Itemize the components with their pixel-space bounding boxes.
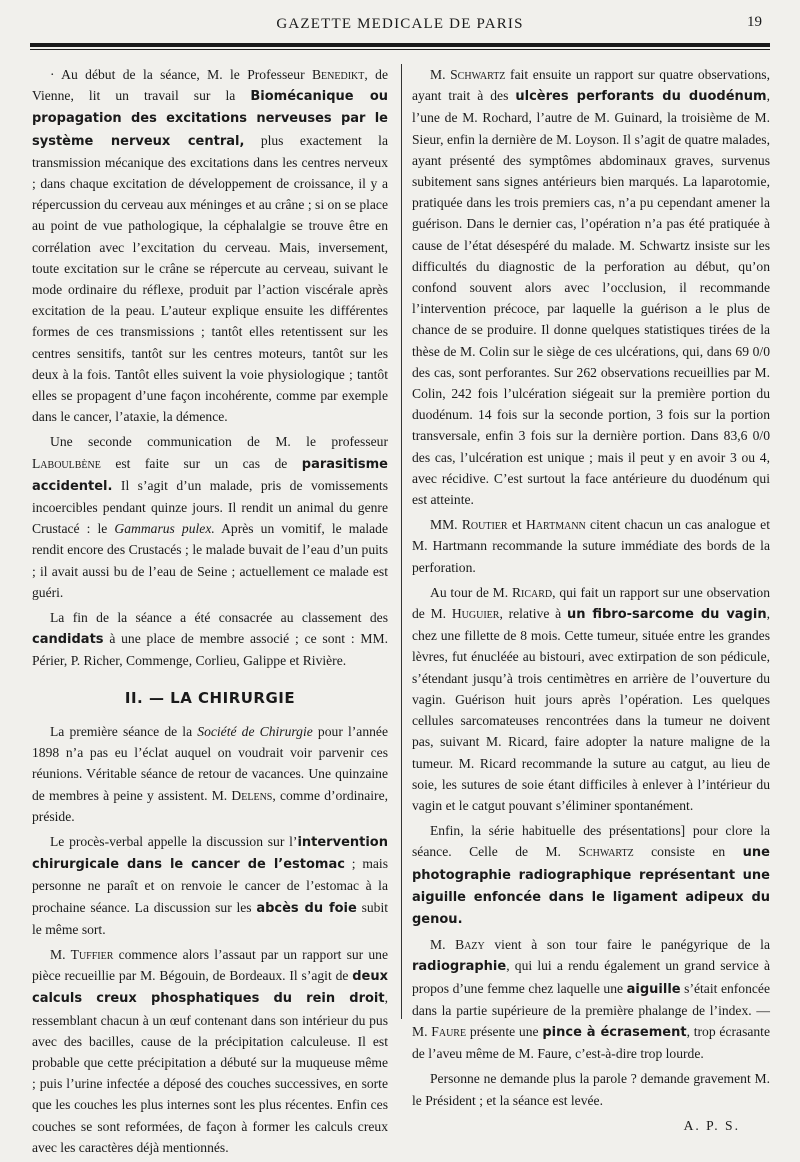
author-name: Hartmann xyxy=(525,517,586,533)
paragraph-closing: Personne ne demande plus la parole ? demande gravement M. le Président ; et la séance est levée. xyxy=(412,1071,770,1108)
bold-topic: ulcères perforants du duodénum xyxy=(515,89,767,105)
section-heading: II. — LA CHIRURGIE xyxy=(124,688,296,707)
author-name: Ricard xyxy=(511,584,553,600)
paragraph-laboulbene: Une seconde communication de M. le professeur Laboulbène est faite sur un cas de parasitisme accidentel. Il s’agit d’un malade, pris de vomissements incoercibles pendant quinze jours. Il rendit un animal du genre Crustacé : le Gammarus pulex. Après un vomitif, le malade rendit encore des Crustacés ; le malade buvait de l’eau d’un puits ; il avait aussi bu de l’eau de Seine ; actuellement ce malade est guéri. xyxy=(32,434,389,600)
header-rule-thin xyxy=(30,49,770,50)
author-name: Bazy xyxy=(455,937,485,953)
page-number: 19 xyxy=(747,14,762,30)
bold-topic: Biomécanique ou propagation des excitations nerveuses par le système nerveux central, xyxy=(32,89,389,149)
bold-topic: aiguille xyxy=(626,981,681,997)
bold-topic: une photographie radiographique représentant une aiguille enfoncée dans le ligament adipeux du genou. xyxy=(412,845,770,927)
paragraph-societe: La première séance de la Société de Chirurgie pour l’année 1898 n’a pas eu l’éclat auquel on voudrait voir parvenir ces réunions. Véritable séance de retour de vacances. Une quinzaine de membres à peine y assistent. M. Delens, comme d’ordinaire, préside. xyxy=(32,723,389,824)
paragraph-presentations: Enfin, la série habituelle des présentations] pour clore la séance. Celle de M. Schwartz consiste en une photographie radiographique représentant une aiguille enfoncée dans le ligament adipeux du genou. xyxy=(412,823,770,927)
right-column xyxy=(412,64,770,1140)
author-name: Huguier xyxy=(451,606,500,622)
column-divider xyxy=(401,64,402,1019)
author-name: Laboulbène xyxy=(32,455,101,471)
journal-title: GAZETTE MEDICALE DE PARIS xyxy=(276,16,524,32)
author-name: Tuffier xyxy=(70,946,114,962)
paragraph-candidats: La fin de la séance a été consacrée au classement des candidats à une place de membre associé ; ce sont : MM. Périer, P. Richer, Commenge, Corlieu, Galippe et Rivière. xyxy=(32,610,388,669)
bold-topic: un fibro-sarcome du vagin xyxy=(566,607,767,623)
paragraph-schwartz: M. Schwartz fait ensuite un rapport sur quatre observations, ayant trait à des ulcères perforants du duodénum, l’une de M. Rochard, l’autre de M. Guinard, la troisième de M. Sieur, enfin la dernière de M. Loyson. Il s’agit de quatre malades, ayant présenté des symptômes abdominaux graves, survenus subitement sans signes antérieurs bien marqués. La laparotomie, pratiquée dans les trois premiers cas, n’a pu cependant amener la guérison. Dans le dernier cas, l’opération n’a pas été pratiquée à cause de l’état désespéré du malade. M. Schwartz insiste sur les difficultés du diagnostic de la perforation au début, qu’on confond souvent alors avec l’occlusion, il recommande l’intervention précoce, par laquelle la guérison a le plus de chance de se produire. Il donne quelques statistiques tirées de la thèse de M. Colin sur le siège de ces ulcérations, qui, dans 69 0/0 des cas, sont perforantes. Sur 262 observations recueillies par M. Colin, 242 fois l’ulcération siégeait sur la première portion du duodénum. 14 fois sur la seconde portion, 3 fois sur la portion transversale, enfin 3 fois sur la dernière portion. Dans 83,6 0/0 des cas, l’ulcération est unique ; mais il peut y en avoir 3 ou 4, avec récidive. C’est surtout la face antérieure du duodénum qui est atteinte. xyxy=(412,67,770,508)
bold-topic: radiographie xyxy=(412,959,507,975)
author-name: Delens xyxy=(231,787,273,803)
author-name: Schwartz xyxy=(450,67,506,82)
paragraph-tuffier: M. Tuffier commence alors l’assaut par un rapport sur une pièce recueillie par M. Bégouin, de Bordeaux. Il s’agit de deux calculs creux phosphatiques du rein droit, ressemblant chacun à un œuf contenant dans son intérieur du pus avec des bacilles, cause de la précipitation calculeuse. Il est probable que cette précipitation a débuté sur la muqueuse même ; puis l’urine infectée a déposé des couches successives, en sorte que les couches les plus internes sont les plus récentes. Enfin ces couches se sont reformées, de façon à former les calculs creux avec les caractères déjà mentionnés. xyxy=(32,946,388,1155)
paragraph-benedikt: · Au début de la séance, M. le Professeur Benedikt, de Vienne, lit un travail sur la Biomécanique ou propagation des excitations nerveuses par le système nerveux central, plus exactement la transmission mécanique des excitations dans les centres nerveux ; dans chaque excitation de développement de croissance, il y a répercussion du cerveau aux méninges et au crâne ; si on se place au point de vue pathologique, la céphalalgie se trouve être en corrélation avec l’excitation du cerveau. Mais, inversement, toute excitation sur le crâne se répercute au cerveau, suivant le mode ordinaire du réflexe, produit par l’action viscérale après excitation de la peau. L’auteur explique ensuite les différentes formes de ces transmissions ; tantôt elles retentissent sur les centres sensitifs, tantôt sur les centres moteurs, tantôt sur les deux à la fois. Tantôt elles suivent la voie physiologique ; tantôt elles se propagent d’une façon incohérente, comme par exemple dans le cancer, l’ataxie, la démence. xyxy=(32,67,389,425)
page-header xyxy=(30,10,770,38)
author-name: Benedikt xyxy=(311,67,365,82)
bold-topic: deux calculs creux phosphatiques du rein droit xyxy=(32,969,388,1007)
signature: A. P. S. xyxy=(683,1117,740,1133)
bold-topic: candidats xyxy=(32,632,104,648)
paragraph-bazy: M. Bazy vient à son tour faire le panégyrique de la radiographie, qui lui a rendu également un grand service à propos d’une femme chez laquelle une aiguille s’était enfoncée dans la partie supérieure de la première phalange de l’index. — M. Faure présente une pince à écrasement, trop écrasante de l’aveu même de M. Faure, c’est-à-dire trop lourde. xyxy=(412,937,770,1062)
bold-topic: pince à écrasement xyxy=(542,1024,687,1040)
header-rule-thick xyxy=(30,43,770,47)
paragraph-ricard: Au tour de M. Ricard, qui fait un rapport sur une observation de M. Huguier, relative à un fibro-sarcome du vagin, chez une fillette de 8 mois. Cette tumeur, située entre les grandes lèvres, fut énucléée au bistouri, avec extirpation de son pédicule, s’étendant jusqu’à trois centimètres en arrière de l’ouverture du vagin. Guérison huit jours après l’opération. Les quelques cellules sarcomateuses rencontrées dans la tumeur ne doivent pas, suivant M. Ricard, faire adopter la nature maligne de la tumeur. M. Ricard recommande la suture au catgut, au lieu de soie, les sutures de soie étant difficiles à enlever à l’intérieur du vagin et le catgut pouvant s’éliminer spontanément. xyxy=(412,584,770,813)
author-name: Faure xyxy=(431,1023,467,1039)
paragraph-proces-verbal: Le procès-verbal appelle la discussion sur l’intervention chirurgicale dans le cancer de l’estomac ; mais personne ne paraît et on renvoie le cancer de l’estomac à la prochaine séance. La discussion sur les abcès du foie subit le même sort. xyxy=(32,833,389,937)
bold-topic: parasitisme accidentel. xyxy=(32,456,388,494)
paragraph-routier-hartmann: MM. Routier et Hartmann citent chacun un cas analogue et M. Hartmann recommande la suture immédiate des bords de la perforation. xyxy=(412,517,770,575)
bold-topic: abcès du foie xyxy=(256,900,357,916)
author-name: Routier xyxy=(461,517,508,533)
bold-topic: intervention chirurgicale dans le cancer de l’estomac xyxy=(32,834,388,873)
author-name: Schwartz xyxy=(578,844,634,860)
left-column xyxy=(32,64,388,1162)
